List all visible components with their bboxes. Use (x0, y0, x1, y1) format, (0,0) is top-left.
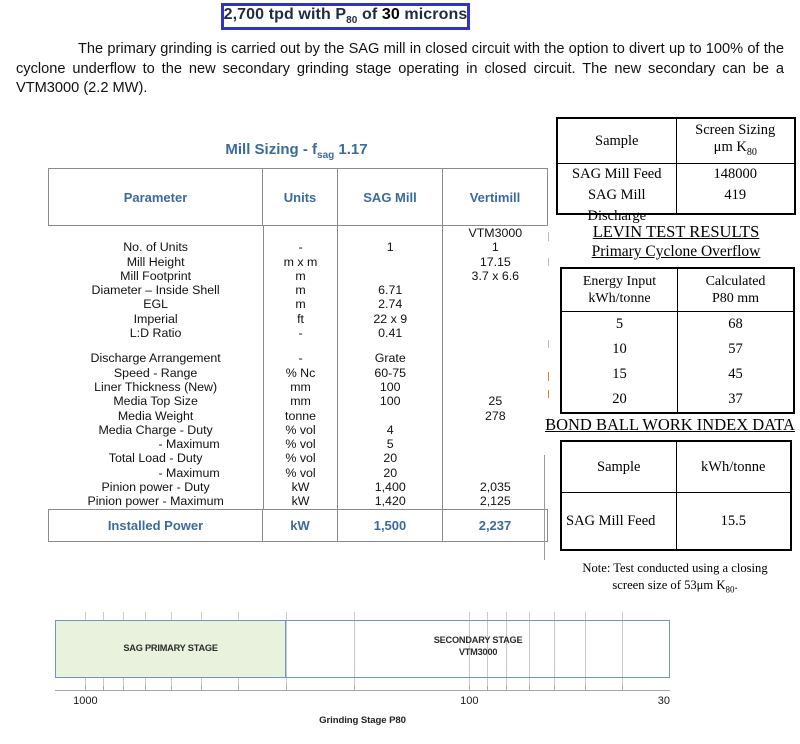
title-highlight-value: 30 (381, 6, 400, 24)
row-units (263, 340, 338, 351)
row-vertimill (443, 366, 548, 380)
chart-axis-line (55, 690, 670, 691)
bond-header-kwh-tonne: kWh/tonne (676, 441, 791, 493)
row-vertimill: 1 (443, 240, 548, 254)
chart-axis-label: 100 (460, 695, 479, 707)
row-parameter: Pinion power - Maximum (87, 494, 224, 509)
row-vertimill (443, 351, 548, 365)
screen-sizing-header-row (557, 118, 795, 164)
levin-p80-3: 45 (728, 366, 743, 382)
levin-energy-cell (561, 312, 678, 414)
installed-power-row (49, 509, 548, 541)
row-parameter: Mill Height (126, 254, 185, 269)
mill-table-row (49, 494, 548, 508)
row-units: % vol (263, 466, 338, 480)
row-parameter: Total Load - Duty (108, 451, 203, 466)
row-sag-mill (338, 269, 443, 283)
mill-table-row (49, 283, 548, 297)
row-sag-mill: 100 (338, 380, 443, 394)
row-units: % vol (263, 451, 338, 465)
levin-header-calc-line2: P80 mm (711, 291, 760, 306)
screen-sizing-table (556, 117, 796, 224)
screen-sizing-header-sample: Sample (557, 118, 676, 164)
row-sag-mill (338, 340, 443, 351)
mill-table-row (49, 451, 548, 465)
chart-axis-tick (238, 686, 239, 691)
column-header-units: Units (263, 169, 338, 226)
bond-body-row (561, 493, 791, 551)
bond-header-sample: Sample (561, 441, 676, 493)
row-units: - (263, 240, 338, 254)
chart-axis-title: Grinding Stage P80 (319, 715, 406, 726)
mill-table-inner-grid (49, 226, 548, 509)
bond-header-row (561, 441, 791, 493)
scan-artifact-line (548, 232, 549, 241)
mill-table-row (49, 409, 548, 423)
row-sag-mill: 4 (338, 423, 443, 437)
row-units: m (263, 297, 338, 311)
chart-axis-tick (286, 686, 287, 691)
row-units: tonne (263, 409, 338, 423)
row-vertimill (443, 297, 548, 311)
mill-table-row (49, 466, 548, 480)
row-sag-mill: 6.71 (338, 283, 443, 297)
chart-axis-tick (506, 686, 507, 691)
row-sag-mill (338, 255, 443, 269)
row-parameter: EGL (143, 297, 168, 312)
mill-table-rows (49, 226, 548, 509)
row-sag-mill: 20 (338, 451, 443, 465)
chart-axis-tick (354, 686, 355, 691)
row-units: kW (263, 494, 338, 508)
bond-work-index-table (560, 440, 792, 551)
row-parameter: Liner Thickness (New) (94, 379, 218, 394)
screen-sizing-body-row (557, 164, 795, 215)
chart-label-secondary-line1: SECONDARY STAGE (433, 635, 523, 645)
installed-power-units: kW (263, 509, 338, 541)
levin-header-energy-line1: Energy Input (582, 274, 657, 289)
mill-table-row (49, 312, 548, 326)
row-parameter: Pinion power - Duty (101, 480, 210, 495)
row-units: mm (263, 380, 338, 394)
levin-subheading (556, 243, 796, 261)
mill-sizing-title-suffix: 1.17 (334, 141, 368, 158)
levin-p80-4: 37 (728, 391, 743, 407)
chart-axis-tick (487, 686, 488, 691)
row-units: m (263, 269, 338, 283)
screen-sizing-sample-cell (557, 164, 676, 224)
chart-axis-tick (529, 686, 530, 691)
chart-label-secondary-stage (286, 634, 670, 658)
row-vertimill: 25 (443, 394, 548, 408)
row-vertimill (443, 451, 548, 465)
mill-table-head (49, 169, 548, 226)
row-vertimill (443, 423, 548, 437)
intro-paragraph (16, 40, 784, 99)
bond-note-k80-subscript: 80 (725, 584, 735, 595)
chart-label-secondary-line2: VTM3000 (458, 647, 498, 657)
levin-results-table (560, 267, 795, 414)
column-header-sag-mill: SAG Mill (338, 169, 443, 226)
row-sag-mill: Grate (338, 351, 443, 365)
chart-axis-tick (622, 686, 623, 691)
mill-table-body (49, 226, 548, 510)
mill-table-row (49, 380, 548, 394)
row-parameter: Media Charge - Duty (98, 422, 213, 437)
row-sag-mill: 1,400 (338, 480, 443, 494)
mill-table-row (49, 394, 548, 408)
mill-table-row (49, 297, 548, 311)
row-parameter (49, 340, 264, 351)
mill-sizing-fsag-subscript: sag (317, 150, 335, 161)
screen-sizing-sample-2: SAG Mill Discharge (587, 187, 647, 224)
levin-subheading-text: Primary Cyclone Overflow (591, 243, 761, 260)
title-mid: of (357, 6, 382, 24)
mill-sizing-title-prefix: Mill Sizing - f (225, 141, 318, 158)
row-parameter: Media Weight (117, 408, 194, 423)
row-units: m x m (263, 255, 338, 269)
levin-heading-text: LEVIN TEST RESULTS (592, 222, 760, 241)
row-sag-mill: 100 (338, 394, 443, 408)
row-parameter: Diameter – Inside Shell (91, 283, 220, 298)
title-p80-subscript: 80 (346, 15, 358, 27)
chart-axis-tick (145, 686, 146, 691)
row-sag-mill: 1 (338, 240, 443, 254)
row-sag-mill: 60-75 (338, 366, 443, 380)
bond-note (550, 560, 800, 599)
screen-sizing-header-screen (676, 118, 795, 164)
chart-axis-label: 1000 (73, 695, 98, 707)
mill-table-header-row (49, 169, 548, 226)
scan-artifact-line (548, 372, 549, 381)
row-units: % Nc (263, 366, 338, 380)
chart-axis-tick (554, 686, 555, 691)
row-sag-mill (338, 409, 443, 423)
row-sag-mill: 0.41 (338, 326, 443, 340)
row-sag-mill: 20 (338, 466, 443, 480)
levin-p80-1: 68 (728, 316, 743, 332)
levin-energy-2: 10 (612, 341, 627, 357)
mill-table-body-cell (49, 226, 548, 510)
grinding-stage-chart (55, 612, 670, 732)
row-sag-mill: 5 (338, 437, 443, 451)
mill-table-row (49, 226, 548, 240)
mill-table-row (49, 269, 548, 283)
row-vertimill: 17.15 (443, 255, 548, 269)
column-header-vertimill: Vertimill (443, 169, 548, 226)
levin-header-calculated-p80 (678, 268, 795, 312)
row-units (263, 226, 338, 240)
row-parameter: - Maximum (158, 465, 220, 480)
mill-table-row (49, 480, 548, 494)
levin-header-energy-line2: kWh/tonne (588, 291, 651, 306)
scan-artifact-line (548, 390, 549, 398)
chart-axis-tick (85, 686, 86, 691)
chart-plot-area (55, 612, 670, 690)
screen-sizing-value-2: 419 (724, 187, 747, 203)
screen-sizing-clipped-row-value (677, 206, 795, 213)
mill-table-row (49, 351, 548, 365)
scan-artifact-line (544, 455, 545, 560)
screen-sizing-header-line1: Screen Sizing (695, 121, 776, 138)
screen-sizing-header-k80-subscript: 80 (746, 146, 757, 158)
row-units: mm (263, 394, 338, 408)
title-banner (221, 3, 470, 30)
paragraph-text: The primary grinding is carried out by the SAG mill in closed circuit with the option to divert up to 100% of the cyclone underflow to the new secondary grinding stage operating in closed circuit. The new secondary can be a VTM3000 (2.2 MW). (16, 41, 784, 96)
chart-axis-label: 30 (657, 695, 670, 707)
row-parameter: Speed - Range (113, 365, 198, 380)
row-sag-mill: 1,420 (338, 494, 443, 508)
chart-axis-tick (123, 686, 124, 691)
mill-table-row (49, 326, 548, 340)
levin-energy-1: 5 (615, 316, 624, 332)
mill-table-row (49, 366, 548, 380)
row-vertimill: 278 (443, 409, 548, 423)
bond-note-line1: Note: Test conducted using a closing (582, 561, 768, 575)
row-parameter: Media Top Size (113, 394, 198, 409)
row-sag-mill: 22 x 9 (338, 312, 443, 326)
screen-sizing-header-line2: μm K (713, 138, 747, 155)
row-parameter: Discharge Arrangement (90, 351, 221, 366)
row-vertimill: VTM3000 (443, 226, 548, 240)
levin-test-results-heading (556, 222, 796, 242)
mill-sizing-table (48, 168, 548, 542)
bond-kwh-value: 15.5 (676, 493, 791, 551)
row-vertimill (443, 340, 548, 351)
row-vertimill (443, 380, 548, 394)
installed-power-sag: 1,500 (338, 509, 443, 541)
row-parameter: L:D Ratio (129, 326, 182, 341)
chart-label-primary-stage: SAG PRIMARY STAGE (123, 643, 218, 653)
mill-table-row (49, 255, 548, 269)
bond-note-line2: screen size of 53μm K (612, 578, 726, 592)
row-parameter: Imperial (133, 311, 178, 326)
chart-axis-tick (171, 686, 172, 691)
chart-axis-tick (201, 686, 202, 691)
levin-header-calc-line1: Calculated (705, 274, 766, 289)
row-units: % vol (263, 437, 338, 451)
title-prefix: 2,700 tpd with P (223, 6, 347, 24)
row-units: m (263, 283, 338, 297)
levin-header-energy-input (561, 268, 678, 312)
scan-artifact-line (548, 340, 549, 348)
levin-energy-4: 20 (612, 391, 627, 407)
title-text (224, 6, 468, 26)
chart-axis-tick (103, 686, 104, 691)
screen-sizing-value-1: 148000 (713, 166, 757, 182)
mill-sizing-title (48, 141, 545, 161)
title-suffix: microns (399, 6, 468, 24)
levin-energy-3: 15 (612, 366, 627, 382)
row-units: ft (263, 312, 338, 326)
chart-axis-tick (469, 686, 470, 691)
row-sag-mill: 2.74 (338, 297, 443, 311)
chart-axis-tick (585, 686, 586, 691)
row-vertimill (443, 466, 548, 480)
levin-body-row (561, 312, 794, 414)
levin-p80-cell (678, 312, 795, 414)
mill-table-row (49, 437, 548, 451)
row-vertimill: 2,035 (443, 480, 548, 494)
row-vertimill (443, 437, 548, 451)
installed-power-vertimill: 2,237 (443, 509, 548, 541)
column-header-parameter: Parameter (49, 169, 263, 226)
mill-table-row (49, 340, 548, 351)
mill-table-row (49, 423, 548, 437)
row-vertimill (443, 312, 548, 326)
row-units: kW (263, 480, 338, 494)
row-vertimill (443, 283, 548, 297)
row-parameter (49, 226, 264, 240)
row-parameter: - Maximum (158, 437, 220, 452)
row-parameter: No. of Units (123, 240, 188, 255)
bond-note-line2-suffix: . (734, 578, 738, 592)
row-parameter: Mill Footprint (120, 268, 192, 283)
screen-sizing-sample-1: SAG Mill Feed (572, 166, 662, 182)
installed-power-label: Installed Power (49, 509, 263, 541)
bond-heading-text: BOND BALL WORK INDEX DATA (545, 415, 795, 434)
bond-sample-value: SAG Mill Feed (561, 493, 676, 551)
bond-ball-work-index-heading (544, 415, 796, 435)
row-vertimill: 3.7 x 6.6 (443, 269, 548, 283)
screen-sizing-value-cell (676, 164, 795, 215)
row-sag-mill (338, 226, 443, 240)
row-units: % vol (263, 423, 338, 437)
levin-header-row (561, 268, 794, 312)
row-vertimill: 2,125 (443, 494, 548, 508)
row-units: - (263, 326, 338, 340)
mill-table-row (49, 240, 548, 254)
row-units: - (263, 351, 338, 365)
mill-table-foot (49, 509, 548, 541)
levin-p80-2: 57 (728, 341, 743, 357)
row-vertimill (443, 326, 548, 340)
scan-artifact-line (548, 258, 549, 266)
